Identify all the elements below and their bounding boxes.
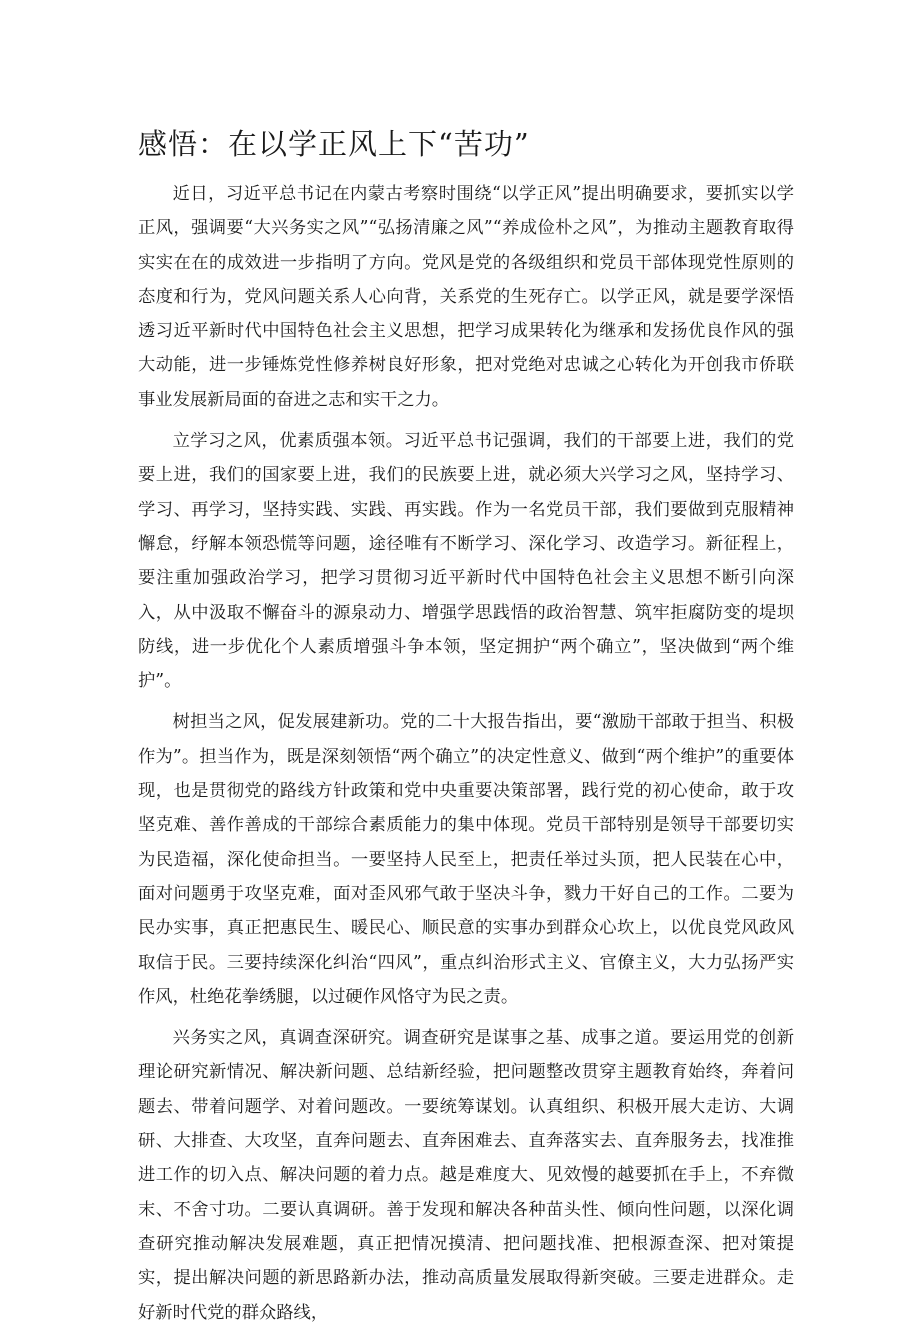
paragraph-intro: 近日，习近平总书记在内蒙古考察时围绕“以学正风”提出明确要求，要抓实以学正风，强调要“大兴务实之风”“弘扬清廉之风”“养成俭朴之风”，为推动主题教育取得实实在在的成效进一步指明了方向。党风是党的各级组织和党员干部体现党性原则的态度和行为，党风问题关系人心向背，关系党的生死存亡。以学正风，就是要学深悟透习近平新时代中国特色社会主义思想，把学习成果转化为继承和发扬优良作风的强大动能，进一步锤炼党性修养树良好形象，把对党绝对忠诚之心转化为开创我市侨联事业发展新局面的奋进之志和实干之力。 bbox=[138, 184, 794, 410]
document-page bbox=[138, 118, 794, 1330]
paragraph-responsibility-style: 树担当之风，促发展建新功。党的二十大报告指出，要“激励干部敢于担当、积极作为”。担当作为，既是深刻领悟“两个确立”的决定性意义、做到“两个维护”的重要体现，也是贯彻党的路线方针政策和党中央重要决策部署，践行党的初心使命，敢于攻坚克难、善作善成的干部综合素质能力的集中体现。党员干部特别是领导干部要切实为民造福，深化使命担当。一要坚持人民至上，把责任举过头顶，把人民装在心中，面对问题勇于攻坚克难，面对歪风邪气敢于坚决斗争，戮力干好自己的工作。二要为民办实事，真正把惠民生、暖民心、顺民意的实事办到群众心坎上，以优良党风政风取信于民。三要持续深化纠治“四风”，重点纠治形式主义、官僚主义，大力弘扬严实作风，杜绝花拳绣腿，以过硬作风恪守为民之责。 bbox=[138, 712, 794, 1007]
paragraph-pragmatic-style: 兴务实之风，真调查深研究。调查研究是谋事之基、成事之道。要运用党的创新理论研究新情况、解决新问题、总结新经验，把问题整改贯穿主题教育始终，奔着问题去、带着问题学、对着问题改。一要统筹谋划。认真组织、积极开展大走访、大调研、大排查、大攻坚，直奔问题去、直奔困难去、直奔落实去、直奔服务去，找准推进工作的切入点、解决问题的着力点。越是难度大、见效慢的越要抓在手上，不弃微末、不舍寸功。二要认真调研。善于发现和解决各种苗头性、倾向性问题，以深化调查研究推动解决发展难题，真正把情况摸清、把问题找准、把根源查深、把对策提实，提出解决问题的新思路新办法，推动高质量发展取得新突破。三要走进群众。走好新时代党的群众路线， bbox=[138, 1028, 794, 1323]
paragraph-study-style: 立学习之风，优素质强本领。习近平总书记强调，我们的干部要上进，我们的党要上进，我们的国家要上进，我们的民族要上进，就必须大兴学习之风，坚持学习、学习、再学习，坚持实践、实践、再实践。作为一名党员干部，我们要做到克服精神懈怠，纾解本领恐慌等问题，途径唯有不断学习、深化学习、改造学习。新征程上，要注重加强政治学习，把学习贯彻习近平新时代中国特色社会主义思想不断引向深入，从中汲取不懈奋斗的源泉动力、增强学思践悟的政治智慧、筑牢拒腐防变的堤坝防线，进一步优化个人素质增强斗争本领，坚定拥护“两个确立”，坚决做到“两个维护”。 bbox=[138, 431, 794, 692]
document-title: 感悟：在以学正风上下“苦功” bbox=[138, 127, 530, 161]
